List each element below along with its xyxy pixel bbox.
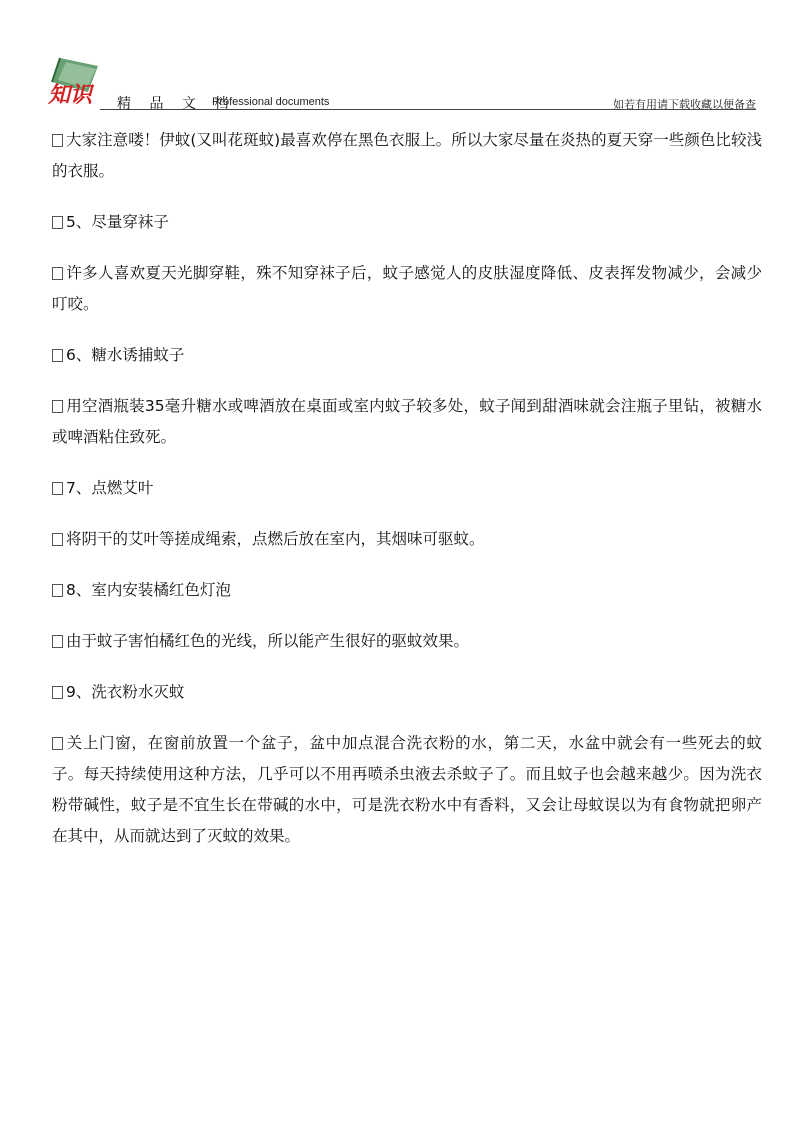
paragraph: 许多人喜欢夏天光脚穿鞋，殊不知穿袜子后，蚊子感觉人的皮肤湿度降低、皮表挥发物减少，会减少叮咬。 xyxy=(52,264,762,313)
header-subtitle: Professional documents xyxy=(212,96,330,108)
checkbox-glyph-icon xyxy=(52,216,63,229)
section-heading: 9、洗衣粉水灭蚊 xyxy=(52,677,762,708)
checkbox-glyph-icon xyxy=(52,400,63,413)
checkbox-glyph-icon xyxy=(52,686,63,699)
document-body xyxy=(52,125,762,872)
checkbox-glyph-icon xyxy=(52,482,63,495)
paragraph: 将阴干的艾叶等搓成绳索，点燃后放在室内，其烟味可驱蚊。 xyxy=(52,524,762,555)
logo-text: 知识 xyxy=(48,82,93,108)
checkbox-glyph-icon xyxy=(52,533,63,546)
paragraph: 关上门窗，在窗前放置一个盆子，盆中加点混合洗衣粉的水，第二天，水盆中就会有一些死去的蚊子。每天持续使用这种方法，几乎可以不用再喷杀虫液去杀蚊子了。而且蚊子也会越来越少。因为洗衣粉带碱性，蚊子是不宜生长在带碱的水中，可是洗衣粉水中有香料，又会让母蚊误以为有食物就把卵产在其中，从而就达到了灭蚊的效果。 xyxy=(52,734,762,845)
header-note: 如若有用请下载收藏以便备查 xyxy=(613,98,756,111)
section-heading: 7、点燃艾叶 xyxy=(52,473,762,504)
checkbox-glyph-icon xyxy=(52,134,63,147)
section-heading: 6、糖水诱捕蚊子 xyxy=(52,340,762,371)
section-heading: 8、室内安装橘红色灯泡 xyxy=(52,575,762,606)
header-divider xyxy=(100,109,756,110)
paragraph: 由于蚊子害怕橘红色的光线，所以能产生很好的驱蚊效果。 xyxy=(52,626,762,657)
checkbox-glyph-icon xyxy=(52,584,63,597)
page-header xyxy=(0,0,794,112)
paragraph: 大家注意喽！伊蚊(又叫花斑蚊)最喜欢停在黑色衣服上。所以大家尽量在炎热的夏天穿一些颜色比较浅的衣服。 xyxy=(52,131,762,180)
section-heading: 5、尽量穿袜子 xyxy=(52,207,762,238)
checkbox-glyph-icon xyxy=(52,635,63,648)
paragraph: 用空酒瓶装35毫升糖水或啤酒放在桌面或室内蚊子较多处，蚊子闻到甜酒味就会注瓶子里钻，被糖水或啤酒粘住致死。 xyxy=(52,397,762,446)
checkbox-glyph-icon xyxy=(52,267,63,280)
book-logo-icon xyxy=(46,52,102,108)
checkbox-glyph-icon xyxy=(52,349,63,362)
header-title: 精 品 文 档 xyxy=(117,96,236,112)
checkbox-glyph-icon xyxy=(52,737,63,750)
